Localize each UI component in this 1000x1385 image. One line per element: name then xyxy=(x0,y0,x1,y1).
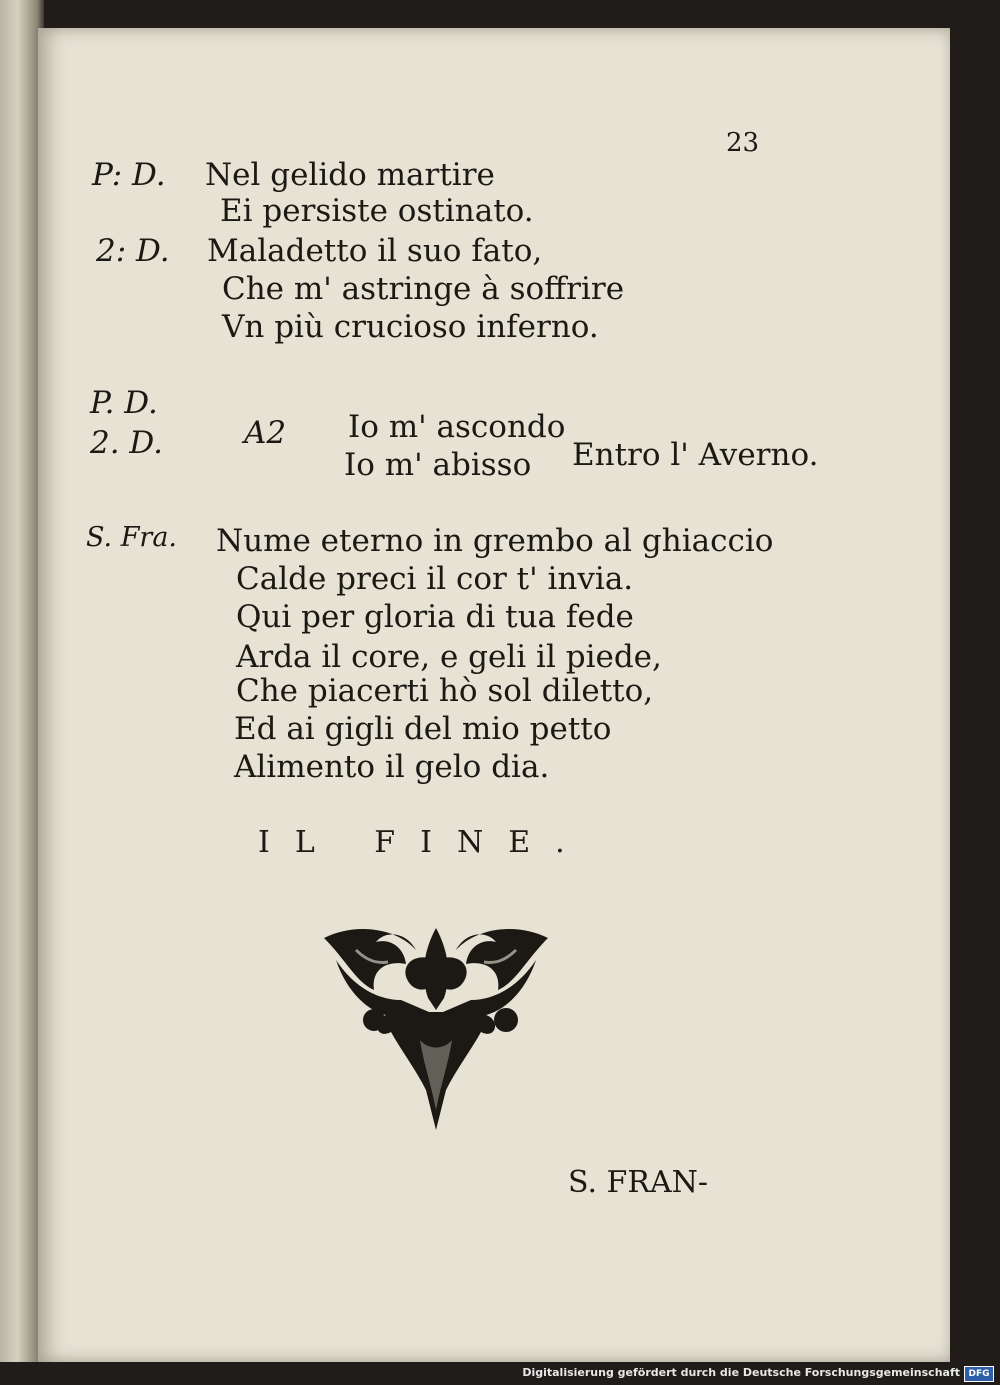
speaker-label: P: D. xyxy=(92,157,166,193)
verse-line: Ei persiste ostinato. xyxy=(220,193,534,229)
verse-line: Nel gelido martire xyxy=(205,157,495,193)
a-due-marker: A2 xyxy=(244,415,287,451)
verse-line: Alimento il gelo dia. xyxy=(234,749,550,785)
verse-line: Che piacerti hò sol diletto, xyxy=(236,673,654,709)
verse-line: Che m' astringe à soffrire xyxy=(222,271,625,307)
fleur-de-lis-icon xyxy=(316,920,556,1140)
verse-line: Io m' ascondo xyxy=(348,409,566,445)
verse-line: Maladetto il suo fato, xyxy=(207,233,543,269)
footer-credit: Digitalisierung gefördert durch die Deutsche Forschungsgemeinschaft xyxy=(522,1366,960,1379)
verse-line: Vn più crucioso inferno. xyxy=(222,309,599,345)
verse-line: Nume eterno in grembo al ghiaccio xyxy=(216,523,774,559)
speaker-label: P. D. xyxy=(90,385,158,421)
dfg-logo-icon: DFG xyxy=(964,1366,994,1382)
speaker-label: 2: D. xyxy=(96,233,170,269)
verse-line: Ed ai gigli del mio petto xyxy=(234,711,612,747)
verse-line: Io m' abisso xyxy=(344,447,532,483)
catchword: S. FRAN- xyxy=(568,1165,709,1200)
verse-line: Entro l' Averno. xyxy=(572,437,819,473)
speaker-label: 2. D. xyxy=(90,425,164,461)
digitization-footer xyxy=(38,1362,1000,1385)
verse-line: Qui per gloria di tua fede xyxy=(236,599,634,635)
fine-heading: IL FINE. xyxy=(258,825,590,860)
speaker-label: S. Fra. xyxy=(86,522,178,553)
page-number: 23 xyxy=(726,128,760,158)
verse-line: Calde preci il cor t' invia. xyxy=(236,561,634,597)
verse-line: Arda il core, e geli il piede, xyxy=(236,639,662,675)
